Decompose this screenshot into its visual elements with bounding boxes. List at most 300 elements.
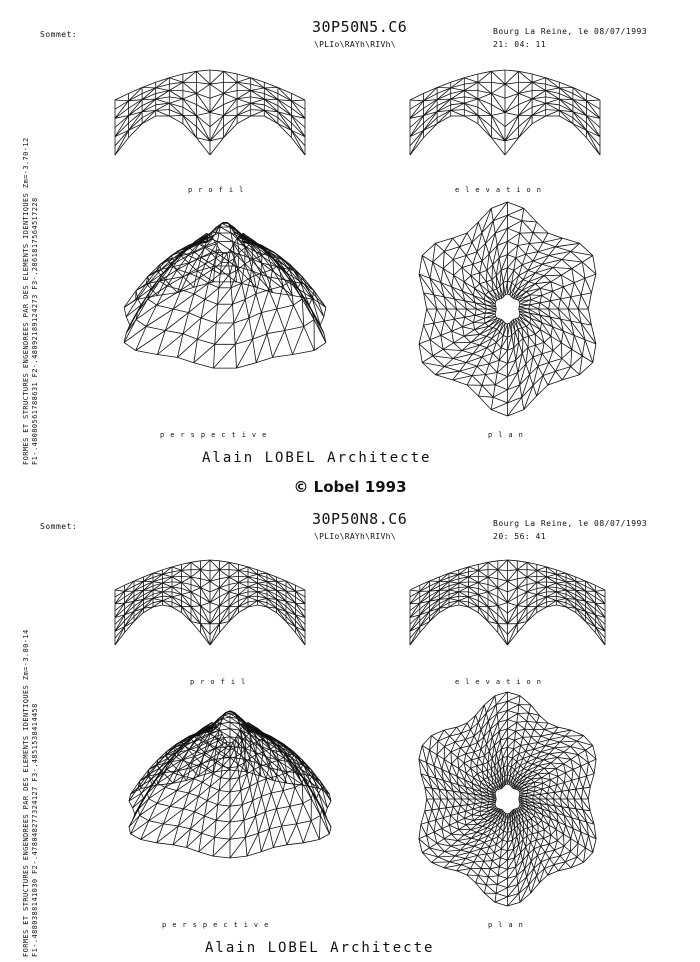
mesh-edge — [523, 777, 527, 778]
mesh-edge — [508, 603, 518, 606]
mesh-edge — [161, 270, 163, 273]
mesh-edge — [531, 834, 533, 843]
mesh-edge — [542, 778, 543, 783]
mesh-edge — [500, 332, 503, 336]
mesh-edge — [433, 356, 453, 359]
mesh-edge — [480, 261, 482, 273]
mesh-edge — [247, 774, 250, 787]
mesh-edge — [538, 354, 542, 367]
mesh-edge — [451, 110, 465, 116]
mesh-edge — [220, 227, 231, 233]
mesh-edge — [229, 607, 239, 615]
mesh-edge — [521, 745, 526, 751]
mesh-edge — [435, 375, 452, 380]
mesh-edge — [215, 822, 230, 837]
mesh-edge — [559, 82, 573, 87]
mesh-edge — [156, 88, 170, 91]
mesh-edge — [532, 115, 546, 116]
mesh-edge — [533, 794, 540, 795]
mesh-edge — [469, 576, 479, 577]
mesh-edge — [534, 782, 543, 783]
mesh-edge — [191, 607, 201, 615]
mesh-edge — [471, 264, 473, 275]
mesh-edge — [549, 256, 562, 260]
mesh-edge — [458, 811, 466, 813]
mesh-edge — [568, 297, 570, 309]
mesh-edge — [498, 624, 508, 635]
mesh-edge — [216, 228, 217, 233]
mesh-edge — [189, 313, 202, 318]
mesh-edge — [491, 403, 507, 410]
mesh-edge — [267, 331, 285, 334]
mesh-edge — [194, 363, 214, 368]
mesh-edge — [537, 607, 547, 613]
mesh-edge — [475, 799, 476, 804]
mesh-edge — [498, 560, 508, 570]
mesh-edge — [205, 299, 218, 304]
mesh-edge — [125, 616, 135, 626]
mesh-edge — [291, 93, 305, 100]
mesh-edge — [586, 581, 596, 585]
mesh-edge — [422, 356, 433, 363]
mesh-edge — [524, 208, 537, 222]
mesh-edge — [177, 339, 197, 357]
mesh-edge — [531, 816, 534, 819]
mesh-edge — [537, 583, 547, 587]
mesh-edge — [538, 766, 544, 769]
mesh-edge — [553, 291, 561, 299]
mesh-edge — [527, 834, 532, 836]
mesh-edge — [224, 107, 238, 115]
mesh-edge — [251, 110, 265, 116]
mesh-edge — [514, 348, 516, 360]
mesh-edge — [424, 88, 438, 94]
mesh-edge — [189, 793, 199, 796]
mesh-edge — [492, 775, 495, 776]
mesh-edge — [267, 573, 277, 577]
mesh-edge — [480, 782, 481, 786]
mesh-edge — [221, 778, 230, 780]
mesh-edge — [477, 772, 482, 774]
mesh-edge — [488, 808, 489, 811]
mesh-edge — [200, 278, 209, 284]
mesh-edge — [134, 613, 144, 622]
mesh-edge — [230, 767, 238, 780]
mesh-edge — [480, 807, 481, 812]
mesh-edge — [210, 116, 224, 127]
mesh-edge — [224, 739, 227, 742]
mesh-edge — [201, 581, 211, 587]
mesh-edge — [559, 99, 573, 100]
mesh-edge — [517, 561, 527, 563]
mesh-edge — [465, 317, 474, 322]
mesh-edge — [473, 264, 480, 273]
mesh-edge — [530, 233, 534, 244]
mesh-edge — [239, 607, 249, 613]
mesh-edge — [466, 754, 472, 760]
mesh-edge — [549, 787, 554, 793]
mesh-edge — [467, 385, 478, 396]
mesh-edge — [500, 818, 502, 820]
mesh-edge — [129, 88, 143, 94]
mesh-edge — [503, 758, 504, 767]
mesh-edge — [508, 560, 518, 570]
mesh-edge — [471, 273, 480, 276]
mesh-edge — [441, 269, 443, 283]
mesh-edge — [285, 305, 294, 330]
mesh-edge — [526, 364, 530, 375]
mesh-edge — [302, 779, 303, 784]
mesh-edge — [497, 373, 507, 377]
mesh-edge — [535, 342, 544, 345]
mesh-edge — [544, 835, 551, 838]
mesh-edge — [460, 247, 467, 256]
mesh-edge — [477, 832, 483, 834]
mesh-edge — [530, 305, 539, 309]
mesh-edge — [586, 616, 596, 626]
mesh-edge — [210, 560, 220, 570]
mesh-edge — [144, 578, 154, 582]
mesh-edge — [459, 763, 464, 769]
mesh-edge — [229, 570, 239, 577]
mesh-edge — [439, 582, 449, 586]
mesh-edge — [551, 830, 556, 836]
mesh-edge — [530, 295, 542, 296]
mesh-edge — [319, 834, 329, 840]
mesh-edge — [258, 782, 262, 796]
mesh-edge — [452, 331, 454, 343]
mesh-edge — [491, 208, 493, 220]
mesh-edge — [484, 819, 488, 821]
mesh-edge — [495, 832, 499, 836]
mesh-edge — [585, 278, 591, 293]
mesh-edge — [514, 849, 515, 858]
mesh-edge — [214, 344, 236, 368]
mesh-edge — [437, 88, 451, 94]
mesh-edge — [482, 261, 487, 270]
mesh-edge — [125, 581, 135, 585]
mesh-edge — [424, 309, 427, 325]
profil-view — [110, 60, 310, 180]
mesh-edge — [529, 334, 536, 336]
mesh-edge — [510, 776, 512, 778]
mesh-edge — [496, 754, 498, 762]
mesh-edge — [410, 100, 424, 101]
mesh-edge — [477, 366, 486, 374]
mesh-edge — [515, 737, 523, 740]
mesh-edge — [549, 818, 551, 825]
mesh-edge — [488, 561, 498, 563]
mesh-edge — [212, 270, 220, 274]
mesh-edge — [441, 335, 443, 349]
mesh-edge — [549, 351, 553, 363]
mesh-edge — [464, 760, 471, 763]
mesh-edge — [556, 599, 566, 601]
mesh-edge — [520, 233, 530, 243]
mesh-edge — [242, 283, 246, 299]
mesh-edge — [527, 607, 537, 615]
mesh-edge — [267, 573, 277, 581]
mesh-edge — [262, 779, 267, 797]
mesh-edge — [144, 582, 154, 591]
mesh-edge — [454, 343, 462, 351]
mesh-edge — [505, 116, 519, 127]
mesh-edge — [460, 806, 465, 812]
mesh-edge — [486, 336, 492, 338]
mesh-edge — [258, 812, 265, 833]
mesh-edge — [282, 826, 287, 845]
mesh-edge — [499, 858, 500, 867]
mesh-edge — [482, 357, 489, 364]
mesh-edge — [532, 74, 546, 78]
mesh-edge — [488, 777, 492, 778]
mesh-edge — [542, 351, 553, 354]
mesh-edge — [327, 820, 331, 827]
mesh-edge — [540, 288, 541, 295]
mesh-edge — [497, 246, 499, 258]
mesh-edge — [437, 99, 451, 106]
mesh-edge — [239, 745, 242, 753]
mesh-edge — [468, 799, 469, 805]
mesh-edge — [134, 581, 144, 586]
mesh-edge — [449, 599, 459, 601]
mesh-edge — [434, 321, 444, 323]
mesh-edge — [452, 830, 459, 835]
mesh-edge — [216, 820, 230, 822]
mesh-edge — [140, 799, 149, 816]
mesh-edge — [452, 834, 465, 835]
mesh-edge — [487, 853, 495, 854]
mesh-edge — [572, 269, 574, 283]
mesh-edge — [267, 578, 277, 582]
mesh-edge — [170, 806, 183, 808]
mesh-edge — [182, 607, 192, 615]
mesh-edge — [544, 276, 551, 282]
mesh-edge — [317, 793, 319, 798]
mesh-edge — [216, 763, 222, 767]
mesh-edge — [503, 268, 507, 283]
mesh-edge — [494, 853, 500, 858]
mesh-edge — [462, 351, 473, 354]
mesh-edge — [537, 602, 547, 607]
mesh-edge — [283, 791, 290, 807]
mesh-edge — [258, 779, 267, 782]
mesh-edge — [526, 795, 533, 796]
mesh-edge — [472, 242, 477, 251]
mesh-edge — [295, 787, 303, 803]
mesh-edge — [219, 753, 224, 757]
mesh-edge — [163, 574, 173, 577]
mesh-edge — [556, 570, 566, 573]
mesh-edge — [194, 344, 215, 362]
mesh-edge — [578, 295, 581, 309]
mesh-edge — [595, 590, 605, 591]
mesh-edge — [142, 82, 156, 87]
mesh-edge — [499, 258, 501, 270]
mesh-edge — [475, 330, 480, 335]
mesh-edge — [465, 818, 474, 820]
mesh-edge — [153, 590, 163, 592]
profil-label: profil — [188, 186, 250, 194]
mesh-edge — [325, 808, 327, 814]
mesh-edge — [230, 837, 245, 839]
mesh-edge — [559, 99, 573, 106]
mesh-edge — [530, 303, 540, 305]
mesh-edge — [553, 268, 572, 269]
mesh-edge — [475, 315, 484, 318]
mesh-edge — [194, 339, 198, 363]
mesh-edge — [488, 570, 498, 577]
mesh-edge — [296, 633, 306, 645]
mesh-edge — [474, 752, 478, 758]
mesh-edge — [585, 274, 596, 278]
mesh-edge — [453, 238, 460, 247]
mesh-edge — [218, 790, 220, 804]
mesh-edge — [482, 770, 487, 771]
mesh-edge — [229, 592, 239, 595]
mesh-edge — [464, 336, 471, 342]
mesh-edge — [524, 396, 537, 410]
mesh-edge — [571, 349, 572, 366]
mesh-edge — [546, 78, 560, 83]
profil-view — [110, 550, 310, 670]
mesh-edge — [508, 221, 522, 229]
mesh-edge — [523, 336, 529, 338]
mesh-edge — [163, 597, 173, 601]
mesh-edge — [536, 832, 538, 840]
mesh-edge — [237, 78, 251, 83]
mesh-edge — [142, 88, 156, 100]
mesh-edge — [502, 820, 504, 822]
mesh-edge — [136, 351, 158, 355]
mesh-edge — [526, 847, 529, 854]
mesh-edge — [273, 845, 287, 848]
mesh-edge — [489, 326, 494, 327]
mesh-edge — [505, 84, 519, 93]
mesh-edge — [434, 323, 441, 335]
mesh-edge — [481, 816, 484, 819]
time-stamp: 21: 04: 11 — [493, 40, 547, 49]
mesh-edge — [464, 276, 471, 282]
mesh-edge — [235, 344, 236, 368]
mesh-edge — [588, 293, 591, 309]
mesh-edge — [531, 779, 534, 782]
mesh-edge — [177, 357, 193, 362]
mesh-edge — [561, 275, 574, 282]
mesh-edge — [519, 93, 533, 99]
mesh-edge — [238, 767, 240, 778]
mesh-edge — [230, 274, 231, 288]
mesh-edge — [144, 586, 154, 590]
mesh-edge — [251, 78, 265, 83]
time-stamp: 20: 56: 41 — [493, 532, 547, 541]
mesh-edge — [286, 616, 296, 626]
mesh-edge — [142, 99, 156, 100]
mesh-edge — [218, 805, 230, 807]
mesh-edge — [210, 570, 220, 571]
mesh-edge — [586, 93, 600, 100]
mesh-edge — [172, 607, 182, 613]
mesh-edge — [126, 317, 130, 325]
mesh-edge — [549, 773, 558, 776]
mesh-edge — [495, 233, 497, 245]
mesh-edge — [311, 793, 312, 798]
mesh-edge — [595, 591, 605, 604]
mesh-edge — [464, 835, 471, 838]
mesh-edge — [478, 577, 488, 582]
mesh-edge — [561, 299, 569, 309]
mesh-edge — [471, 342, 480, 345]
mesh-edge — [173, 309, 188, 313]
mesh-edge — [311, 816, 320, 821]
mesh-edge — [521, 744, 529, 745]
mesh-edge — [215, 837, 230, 839]
mesh-edge — [576, 577, 586, 581]
mesh-edge — [256, 816, 259, 833]
mesh-edge — [487, 762, 488, 770]
mesh-edge — [115, 590, 125, 591]
mesh-edge — [516, 254, 526, 258]
mesh-edge — [277, 581, 287, 586]
sommet-label: Sommet: — [40, 30, 78, 39]
mesh-edge — [478, 385, 482, 396]
mesh-edge — [183, 115, 197, 126]
mesh-edge — [517, 570, 527, 577]
mesh-edge — [439, 573, 449, 577]
mesh-edge — [562, 359, 571, 367]
mesh-edge — [540, 288, 552, 291]
mesh-edge — [482, 385, 493, 397]
mesh-edge — [503, 840, 508, 842]
mesh-edge — [548, 792, 555, 793]
mesh-edge — [508, 615, 518, 624]
mesh-edge — [498, 570, 508, 582]
mesh-edge — [530, 318, 531, 323]
mesh-edge — [253, 801, 256, 817]
mesh-edge — [471, 838, 478, 840]
mesh-edge — [544, 336, 551, 342]
mesh-edge — [115, 93, 129, 100]
mesh-edge — [492, 759, 495, 766]
mesh-edge — [464, 74, 478, 78]
mesh-edge — [469, 564, 479, 567]
drawing-sheet-1 — [0, 0, 700, 470]
mesh-edge — [241, 790, 243, 804]
mesh-edge — [542, 354, 549, 363]
mesh-edge — [482, 803, 488, 805]
mesh-edge — [531, 296, 542, 300]
mesh-edge — [486, 221, 494, 244]
mesh-edge — [508, 268, 514, 271]
mesh-edge — [462, 256, 466, 268]
mesh-edge — [459, 583, 469, 587]
mesh-edge — [522, 254, 526, 265]
mesh-edge — [444, 367, 459, 372]
mesh-edge — [273, 826, 281, 848]
mesh-edge — [220, 561, 230, 563]
mesh-edge — [501, 348, 507, 351]
mesh-edge — [464, 78, 478, 83]
mesh-edge — [499, 731, 500, 740]
mesh-edge — [532, 832, 538, 834]
margin-caption — [22, 629, 40, 957]
mesh-edge — [478, 396, 491, 410]
mesh-edge — [480, 273, 487, 282]
mesh-edge — [230, 778, 239, 792]
mesh-edge — [472, 778, 473, 783]
mesh-edge — [224, 715, 230, 717]
mesh-edge — [237, 115, 251, 116]
